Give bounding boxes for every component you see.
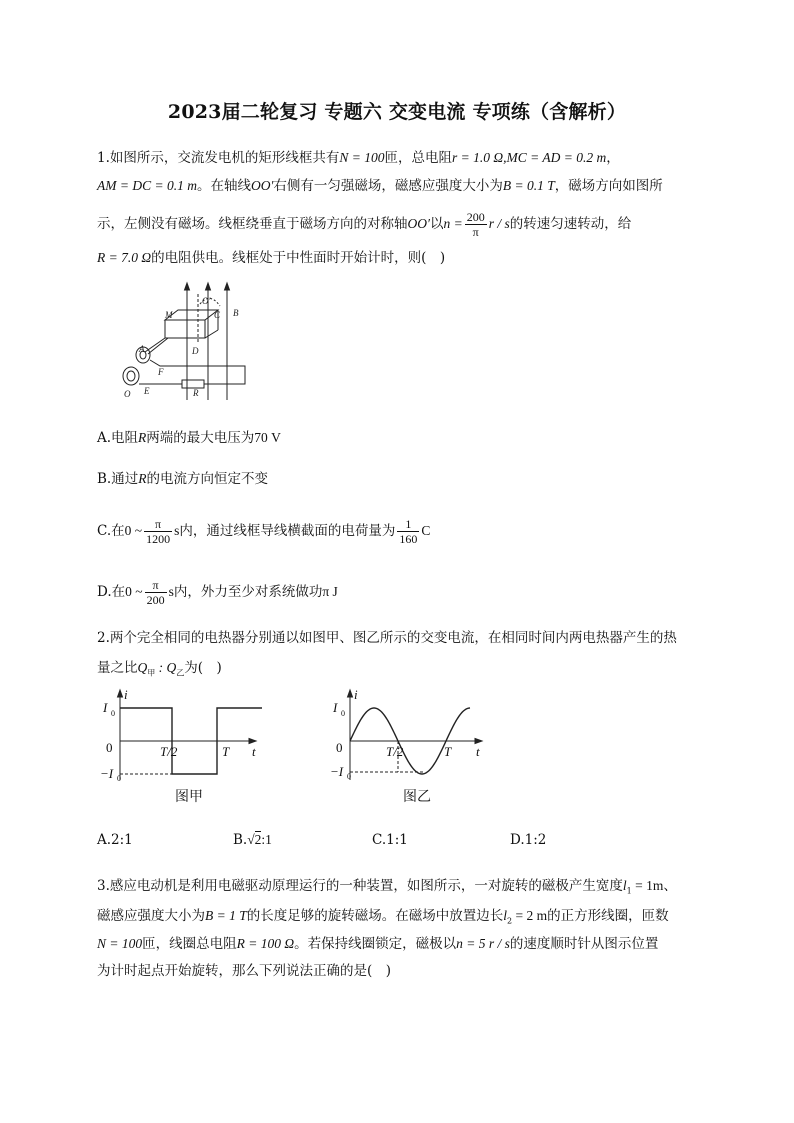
y-axis-arrow xyxy=(348,690,353,697)
generator-figure xyxy=(110,280,260,405)
option-math: 0 ~ xyxy=(124,523,143,538)
option-fraction xyxy=(144,517,172,546)
option-text: A.电阻 xyxy=(97,430,139,446)
q3-text: 。若保持线圈锁定，磁极以 xyxy=(294,936,457,952)
q1-line-3 xyxy=(97,210,631,239)
q1-math: R = 7.0 Ω xyxy=(97,250,152,265)
q2-math: : Q xyxy=(155,660,177,675)
option-math: :1 xyxy=(261,832,272,847)
q3-text: 的速度顺时针从图示位置 xyxy=(509,936,659,952)
q1-text: 的电阻供电。线框处于中性面时开始计时，则( ) xyxy=(151,250,446,266)
option-math: π J xyxy=(322,584,338,599)
label-o: O xyxy=(124,389,131,399)
field-arrow xyxy=(225,283,230,290)
label-t-half: T/2 xyxy=(160,744,178,759)
option-text: 内，通过线框导线横截面的电荷量为 xyxy=(179,523,396,539)
field-arrow xyxy=(185,283,190,290)
page-title: 2023届二轮复习 专题六 交变电流 专项练（含解析） xyxy=(167,101,627,123)
frame-front xyxy=(165,320,205,338)
label-e: E xyxy=(144,386,150,396)
label-t-period: T xyxy=(222,744,230,759)
fraction-denominator: 1200 xyxy=(146,532,171,546)
label-i0: I xyxy=(103,700,108,715)
label-d: D xyxy=(192,346,199,356)
q1-math: AM = DC = 0.1 m xyxy=(97,178,197,193)
q1-text: 1.如图所示，交流发电机的矩形线框共有 xyxy=(97,150,340,166)
option-math: C xyxy=(421,523,431,538)
option-fraction xyxy=(145,578,167,607)
q1-option-a[interactable] xyxy=(97,428,281,448)
label-zero: 0 xyxy=(106,740,113,755)
q3-text: 3.感应电动机是利用电磁驱动原理运行的一种装置，如图所示，一对旋转的磁极产生宽度 xyxy=(97,878,623,894)
q1-math: OO′ xyxy=(250,178,274,193)
y-axis-arrow xyxy=(118,690,123,697)
fraction-numerator: π xyxy=(144,517,172,532)
graph-sine-wave xyxy=(330,688,490,783)
label-c: C xyxy=(214,310,221,320)
q1-fraction xyxy=(465,210,487,239)
label-i0: I xyxy=(333,700,338,715)
frame-edge xyxy=(205,330,218,338)
q1-math: B = 0.1 T xyxy=(502,178,555,193)
label-zero: 0 xyxy=(336,740,343,755)
option-text: C.在 xyxy=(97,523,125,539)
option-text: 的电流方向恒定不变 xyxy=(146,471,268,487)
q2-math: Q xyxy=(137,660,148,675)
fraction-denominator: 160 xyxy=(399,532,418,546)
resistor xyxy=(182,380,204,388)
q3-line-2 xyxy=(97,906,669,932)
label-o-prime: O′ xyxy=(202,296,211,306)
option-fraction xyxy=(397,517,419,546)
q3-math: R = 100 Ω xyxy=(236,936,295,951)
q1-line-4 xyxy=(97,248,445,268)
q2-text: 量之比 xyxy=(97,660,138,676)
option-text: B.通过 xyxy=(97,471,139,487)
q3-text: 磁感应强度大小为 xyxy=(97,908,205,924)
q1-line-1 xyxy=(97,148,620,168)
graph-square-wave xyxy=(100,688,270,783)
q3-math: l xyxy=(503,908,508,923)
q1-text: 匝，总电阻 xyxy=(384,150,453,166)
q1-text: ， xyxy=(606,150,620,166)
q3-math: B = 1 T xyxy=(205,908,247,923)
q2-option-c[interactable]: C.1:1 xyxy=(372,832,408,848)
option-math: s xyxy=(168,584,174,599)
q1-math: N = 100 xyxy=(339,150,385,165)
q3-line-1 xyxy=(97,876,677,902)
label-t-period: T xyxy=(444,744,452,759)
q3-text: 匝，线圈总电阻 xyxy=(142,936,237,952)
q2-line-2 xyxy=(97,658,222,684)
q1-text: 示，左侧没有磁场。线框绕垂直于磁场方向的对称轴 xyxy=(97,216,408,232)
axis-label-i: i xyxy=(124,688,128,702)
frame-top xyxy=(165,310,218,320)
fraction-numerator: π xyxy=(145,578,167,593)
q2-line-1: 2.两个完全相同的电热器分别通以如图甲、图乙所示的交变电流，在相同时间内两电热器产生的热 xyxy=(97,630,677,646)
q1-math: r = 1.0 Ω,MC = AD = 0.2 m xyxy=(452,150,607,165)
option-math: 70 V xyxy=(254,430,281,445)
q1-option-c[interactable] xyxy=(97,517,430,546)
x-axis-arrow xyxy=(475,739,482,744)
axis-label-t: t xyxy=(476,744,480,759)
slip-ring xyxy=(123,367,139,385)
q2-option-d[interactable]: D.1:2 xyxy=(510,832,547,848)
option-math: s xyxy=(174,523,180,538)
q3-sub: 1 xyxy=(626,886,632,896)
fraction-numerator: 1 xyxy=(397,517,419,532)
q1-math: n = xyxy=(443,216,463,231)
option-text: B. xyxy=(233,832,248,848)
q2-sub: 乙 xyxy=(176,668,185,678)
option-math: 0 ~ xyxy=(125,584,143,599)
q2-option-b[interactable] xyxy=(233,830,272,850)
caption-yi: 图乙 xyxy=(403,789,431,805)
label-neg-i0: −I xyxy=(100,766,114,781)
label-b: B xyxy=(233,308,239,318)
label-r: R xyxy=(193,388,199,398)
axis-label-i: i xyxy=(354,688,358,702)
option-text: 内，外力至少对系统做功 xyxy=(173,584,323,600)
label-sub: 0 xyxy=(341,709,345,718)
slip-ring-inner xyxy=(127,371,135,381)
q3-text: 的正方形线圈，匝数 xyxy=(547,908,669,924)
sqrt-symbol: √ xyxy=(247,832,255,847)
q1-text: ，磁场方向如图所 xyxy=(554,178,663,194)
fraction-numerator: 200 xyxy=(466,210,485,224)
q3-math: N = 100 xyxy=(97,936,143,951)
shaft xyxy=(148,338,168,354)
q3-math: = 1m xyxy=(631,878,664,893)
q1-text: 。在轴线 xyxy=(196,178,251,194)
caption-jia: 图甲 xyxy=(175,789,203,805)
q1-text: 以 xyxy=(429,216,444,232)
q2-option-a[interactable]: A.2:1 xyxy=(97,832,133,848)
q3-line-3 xyxy=(97,934,658,954)
q3-math: n = 5 r / s xyxy=(456,936,510,951)
q3-text: 、 xyxy=(663,878,677,894)
q3-math: l xyxy=(622,878,627,893)
field-arrow xyxy=(206,283,211,290)
fraction-denominator: 200 xyxy=(146,593,165,607)
axis-label-t: t xyxy=(252,744,256,759)
q3-line-4: 为计时起点开始旋转，那么下列说法正确的是( ) xyxy=(97,963,392,979)
q1-text: 右侧有一匀强磁场，磁感应强度大小为 xyxy=(273,178,503,194)
q1-option-d[interactable] xyxy=(97,578,338,607)
label-sub: 0 xyxy=(347,772,351,781)
label-f: F xyxy=(158,367,164,377)
q1-text: 的转速匀速转动，给 xyxy=(509,216,632,232)
q1-line-2 xyxy=(97,176,663,196)
q3-sub: 2 xyxy=(507,916,513,926)
q2-sub: 甲 xyxy=(147,668,156,678)
option-text: D.在 xyxy=(97,584,126,600)
q1-option-b[interactable] xyxy=(97,469,268,489)
label-t-half: T/2 xyxy=(386,744,404,759)
fraction-denominator: π xyxy=(472,225,479,239)
label-m: M xyxy=(165,310,173,320)
label-sub: 0 xyxy=(111,709,115,718)
q3-math: = 2 m xyxy=(512,908,548,923)
x-axis-arrow xyxy=(249,739,256,744)
label-sub: 0 xyxy=(117,774,121,783)
q1-math: OO′ xyxy=(407,216,430,231)
label-a: A xyxy=(139,344,145,354)
q3-text: 的长度足够的旋转磁场。在磁场中放置边长 xyxy=(246,908,504,924)
q1-math: r / s xyxy=(488,216,510,231)
option-math: 2 xyxy=(254,832,262,847)
option-math: R xyxy=(138,430,147,445)
q2-text: 为( ) xyxy=(184,660,222,676)
option-math: R xyxy=(138,471,147,486)
option-text: 两端的最大电压为 xyxy=(146,430,255,446)
label-neg-i0: −I xyxy=(330,764,344,779)
